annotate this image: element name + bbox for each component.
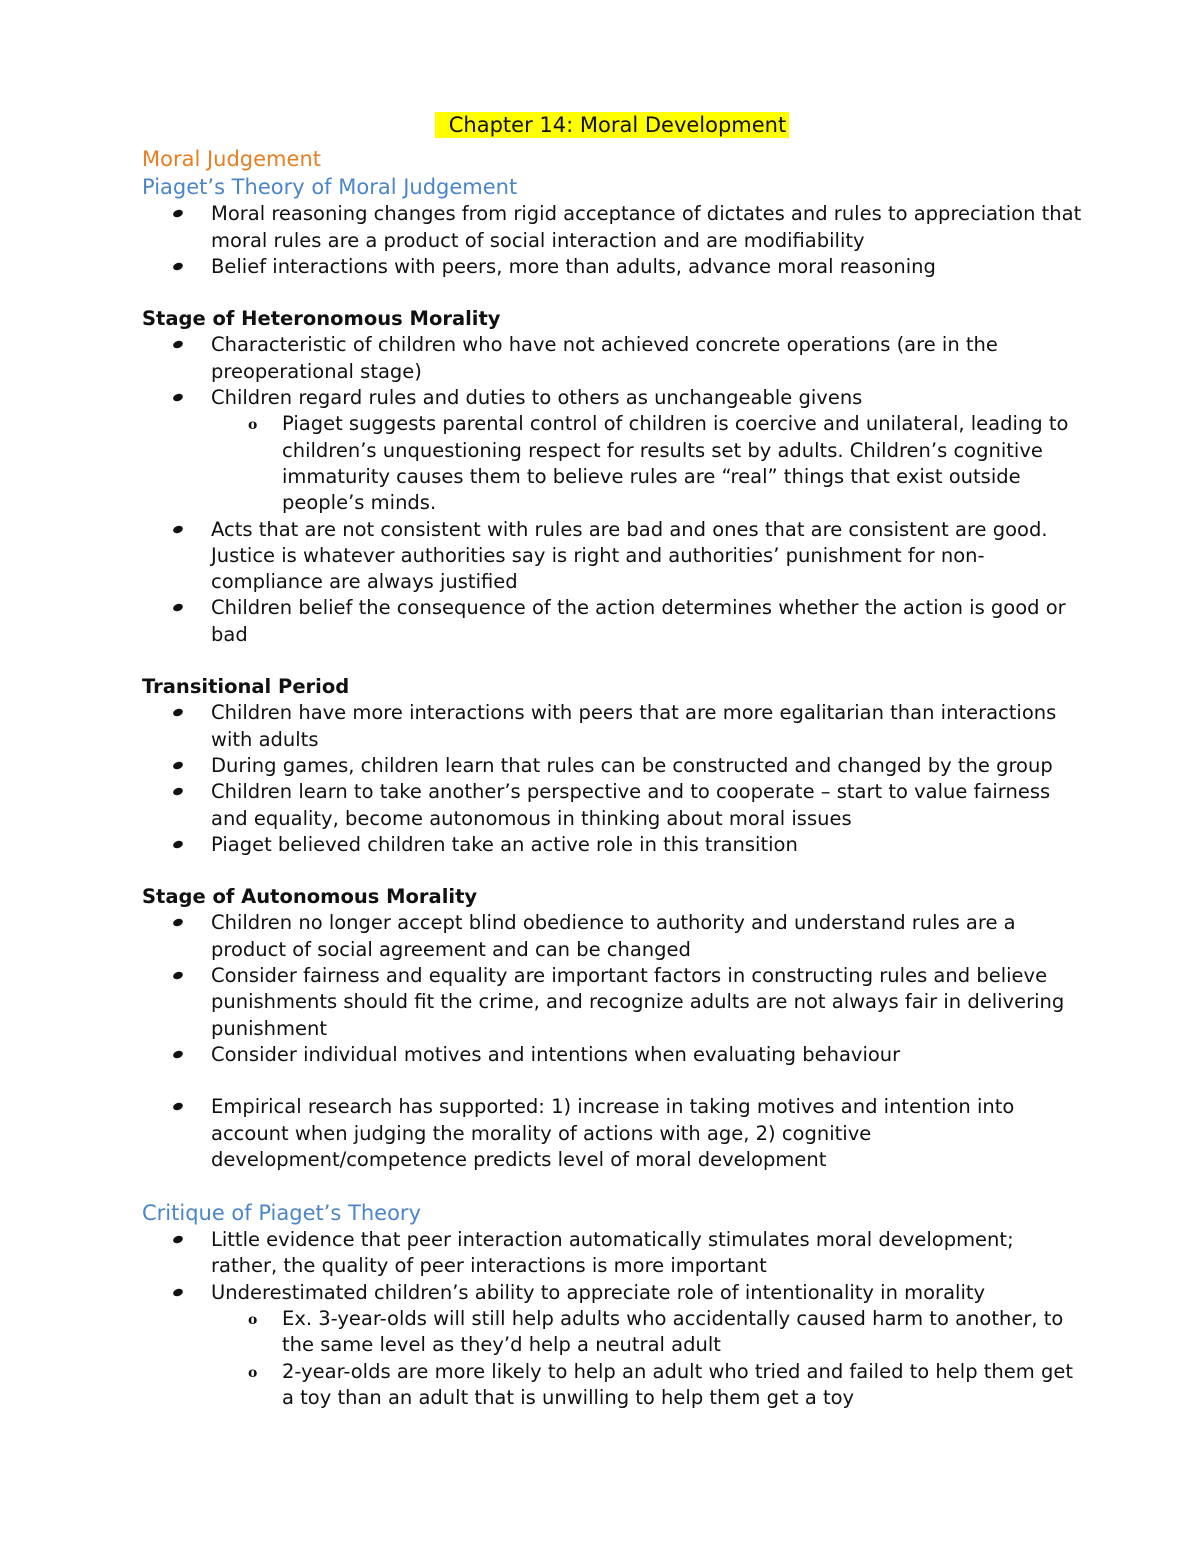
- list-item: Acts that are not consistent with rules are bad and ones that are consistent are good. Justice is whatever authorities say is right and authorities’ punishment for non-compliance are always justified: [142, 517, 1082, 596]
- bullet-icon: [172, 1049, 184, 1059]
- title-wrapper: [142, 112, 1082, 139]
- document-page: [142, 112, 1082, 1411]
- bullet-icon: [172, 393, 184, 403]
- bullet-icon: [172, 1235, 184, 1245]
- list-item: Belief interactions with peers, more than adults, advance moral reasoning: [142, 254, 1082, 280]
- heading-heteronomous-morality: Stage of Heteronomous Morality: [142, 307, 501, 331]
- list-item: Children learn to take another’s perspective and to cooperate – start to value fairness and equality, become autonomous in thinking about moral issues: [142, 779, 1082, 832]
- list-item: Little evidence that peer interaction automatically stimulates moral development; rather, the quality of peer interactions is more important: [142, 1227, 1082, 1280]
- bullet-icon: [172, 603, 184, 613]
- bullet-icon: [172, 209, 184, 219]
- bullet-icon: [172, 971, 184, 981]
- bullet-icon: [172, 708, 184, 718]
- section-heading-moral-judgement: Moral Judgement: [142, 147, 321, 172]
- critique-sublist: [142, 1306, 1082, 1411]
- bullet-icon: [172, 787, 184, 797]
- sub-list-item: o Ex. 3-year-olds will still help adults who accidentally caused harm to another, to the same level as they’d help a neutral adult: [248, 1306, 1064, 1357]
- bullet-icon: [172, 340, 184, 350]
- sub-list-item: o 2-year-olds are more likely to help an adult who tried and failed to help them get a toy than an adult that is unwilling to help them get a toy: [248, 1359, 1073, 1409]
- sub-list-item: o Piaget suggests parental control of children is coercive and unilateral, leading to children’s unquestioning respect for results set by adults. Children’s cognitive immaturity causes them to believe rules are “real” things that exist outside people’s minds.: [248, 412, 1069, 515]
- list-item: Children have more interactions with peers that are more egalitarian than interactions with adults: [142, 700, 1082, 753]
- bullet-icon: [172, 1287, 184, 1297]
- list-item: Children belief the consequence of the action determines whether the action is good or bad: [142, 595, 1082, 648]
- bullet-icon: [172, 524, 184, 534]
- list-item: Characteristic of children who have not achieved concrete operations (are in the preoperational stage): [142, 332, 1082, 385]
- bullet-icon: [172, 839, 184, 849]
- list-item: Consider individual motives and intentions when evaluating behaviour: [142, 1042, 1082, 1068]
- heteronomous-sublist: [142, 411, 1082, 516]
- piaget-list: [142, 201, 1082, 280]
- sub-bullet-icon: o: [248, 1364, 258, 1381]
- list-item: Underestimated children’s ability to appreciate role of intentionality in morality: [142, 1280, 1082, 1306]
- transitional-list: [142, 700, 1082, 858]
- subheading-critique: Critique of Piaget’s Theory: [142, 1201, 421, 1226]
- list-item: During games, children learn that rules can be constructed and changed by the group: [142, 753, 1082, 779]
- bullet-icon: [172, 261, 184, 271]
- autonomous-list: [142, 910, 1082, 1068]
- bullet-icon: [172, 760, 184, 770]
- sub-bullet-icon: o: [248, 417, 258, 434]
- list-item: Piaget believed children take an active role in this transition: [142, 832, 1082, 858]
- heading-transitional-period: Transitional Period: [142, 675, 350, 699]
- heading-autonomous-morality: Stage of Autonomous Morality: [142, 885, 478, 909]
- list-item: Children no longer accept blind obedience to authority and understand rules are a product of social agreement and can be changed: [142, 910, 1082, 963]
- list-item: Moral reasoning changes from rigid acceptance of dictates and rules to appreciation that moral rules are a product of social interaction and are modifiability: [142, 201, 1082, 254]
- bullet-icon: [172, 918, 184, 928]
- heteronomous-list: [142, 332, 1082, 411]
- bullet-icon: [172, 1102, 184, 1112]
- heteronomous-list-continued: [142, 517, 1082, 648]
- list-item: Empirical research has supported: 1) increase in taking motives and intention into account when judging the morality of actions with age, 2) cognitive development/competence predicts level of moral development: [142, 1094, 1082, 1173]
- empirical-list: [142, 1094, 1082, 1173]
- list-item: Consider fairness and equality are important factors in constructing rules and believe punishments should fit the crime, and recognize adults are not always fair in delivering punishment: [142, 963, 1082, 1042]
- chapter-title: Chapter 14: Moral Development: [435, 112, 789, 138]
- subheading-piaget-theory: Piaget’s Theory of Moral Judgement: [142, 175, 518, 200]
- list-item: Children regard rules and duties to others as unchangeable givens: [142, 385, 1082, 411]
- sub-bullet-icon: o: [248, 1311, 258, 1328]
- critique-list: [142, 1227, 1082, 1306]
